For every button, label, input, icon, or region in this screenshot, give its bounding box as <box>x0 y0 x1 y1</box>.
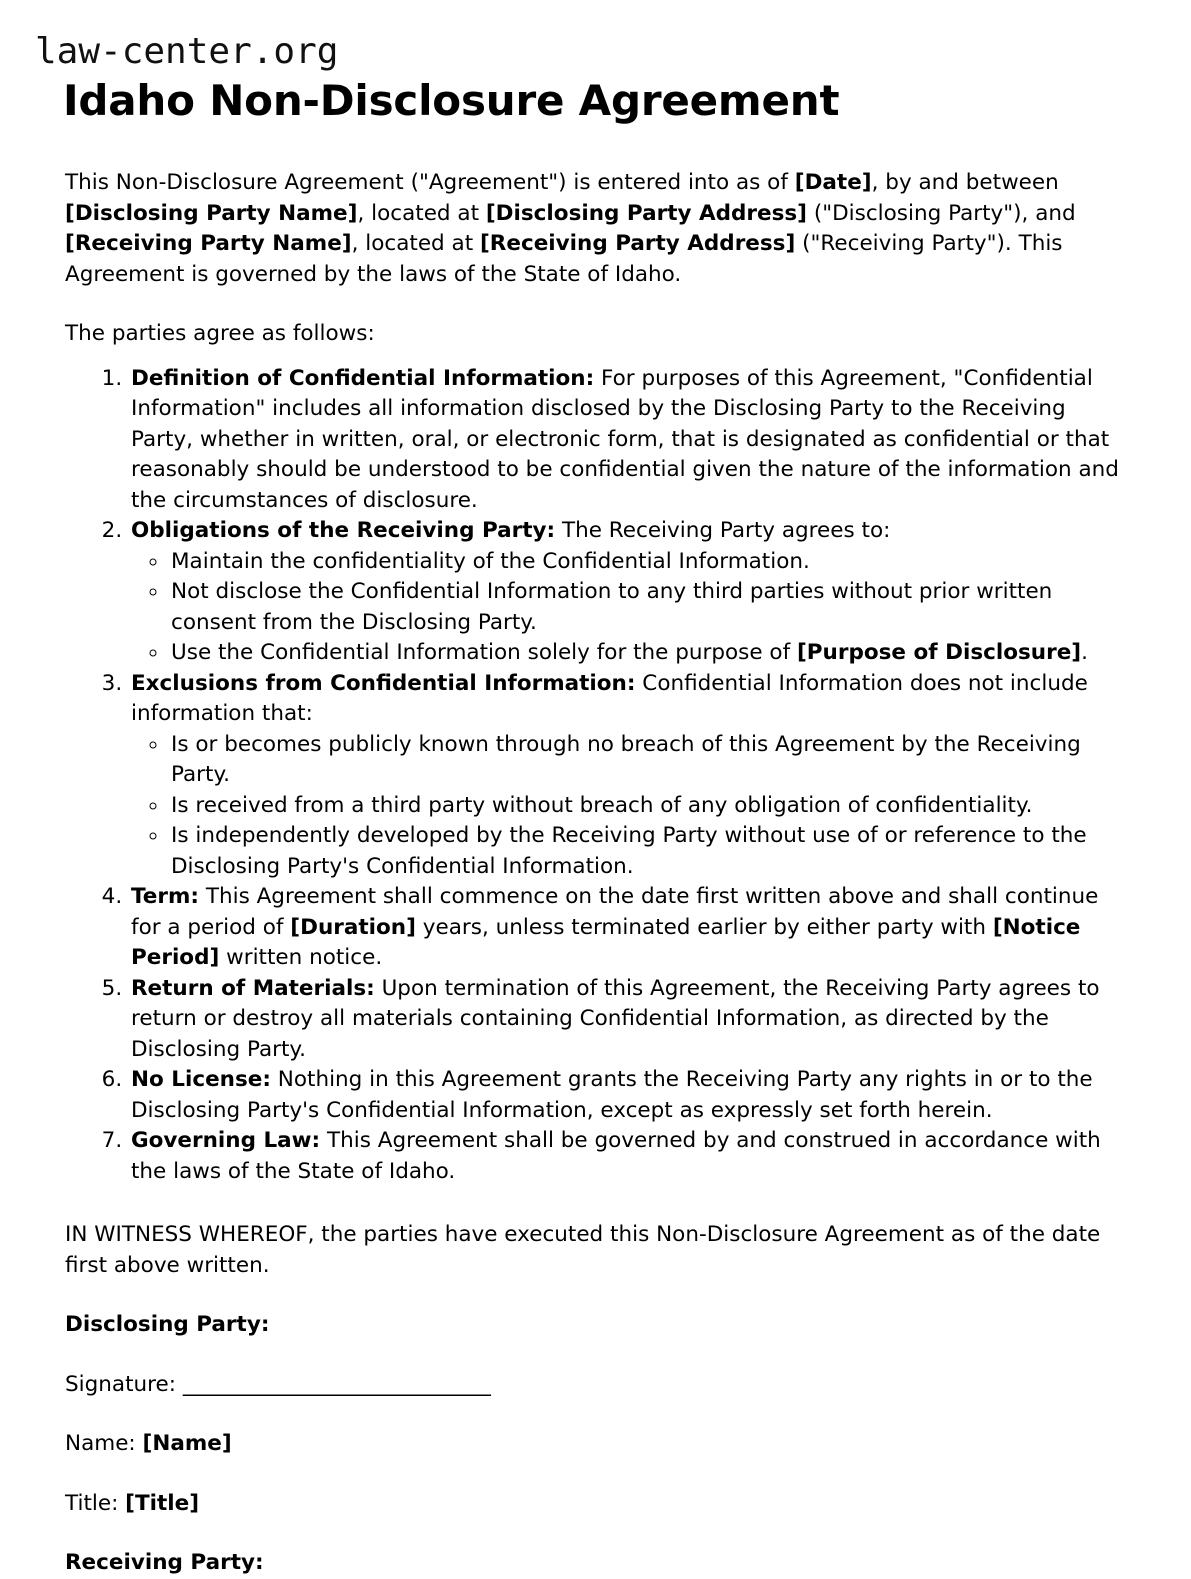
receiving-party-heading <box>65 1548 1130 1579</box>
disclosing-signature-row <box>65 1370 1130 1401</box>
sub-text-2: . <box>1081 640 1088 665</box>
clause-text: Nothing in this Agreement grants the Receiving Party any rights in or to the Disclosing Party's Confidential Information, except as expressly set forth herein. <box>131 1067 1093 1123</box>
receiving-party-label: Receiving Party: <box>65 1550 264 1575</box>
clause-heading: Governing Law: <box>131 1128 321 1153</box>
intro-text-2: , by and between <box>871 170 1059 195</box>
clause-text-2: years, unless terminated earlier by either party with <box>415 914 993 940</box>
intro-paragraph <box>65 168 1130 290</box>
title-label: Title: <box>65 1490 126 1516</box>
exclusions-sub-list <box>131 730 1130 883</box>
clause-text: The Receiving Party agrees to: <box>555 518 891 543</box>
parties-agree-line: The parties agree as follows: <box>65 321 375 346</box>
clause-text-1: This Agreement shall commence on the date first written above and shall continue for a period of <box>131 884 1099 940</box>
disclosing-party-name-placeholder: [Disclosing Party Name] <box>65 200 358 226</box>
clause-item-definition <box>129 364 1130 517</box>
receiving-party-address-placeholder: [Receiving Party Address] <box>479 231 796 256</box>
intro-text-1: This Non-Disclosure Agreement ("Agreement") is entered into as of <box>65 170 795 195</box>
list-item: ◦ Is independently developed by the Receiving Party without use of or reference to the Disclosing Party's Confidential Information. <box>169 821 1130 882</box>
page-title: Idaho Non-Disclosure Agreement <box>63 76 840 125</box>
list-item: ◦ Not disclose the Confidential Information to any third parties without prior written consent from the Disclosing Party. <box>169 577 1130 638</box>
notice-period-placeholder: [Notice Period] <box>131 914 1081 970</box>
name-placeholder: [Name] <box>142 1431 232 1456</box>
clause-heading: Definition of Confidential Information: <box>131 365 595 391</box>
document-body <box>65 128 1130 1579</box>
signature-label: Signature: <box>65 1371 183 1397</box>
list-item: ◦ Is received from a third party without breach of any obligation of confidentiality. <box>169 791 1130 822</box>
spacer <box>65 1187 1130 1220</box>
list-item: ◦ Maintain the confidentiality of the Confidential Information. <box>169 547 1130 578</box>
name-label: Name: <box>65 1431 143 1456</box>
clause-heading: No License: <box>131 1067 271 1092</box>
clause-list <box>65 364 1130 1188</box>
spacer <box>65 1400 1130 1429</box>
clause-item-no-license <box>129 1065 1130 1126</box>
clause-item-exclusions <box>129 669 1130 883</box>
intro-text-3: , located at <box>357 200 486 226</box>
intro-text-4: ("Disclosing Party"), and <box>807 200 1076 226</box>
clause-text: For purposes of this Agreement, "Confidential Information" includes all information disclosed by the Disclosing Party to the Receiving Party, whether in written, oral, or electronic form, that is designated as confidential or that reasonably should be understood to be confidential given the nature of the information and the circumstances of disclosure. <box>131 365 1119 513</box>
clause-item-return-of-materials <box>129 974 1130 1066</box>
date-placeholder: [Date] <box>794 170 872 195</box>
spacer <box>65 128 1130 168</box>
spacer <box>65 1281 1130 1310</box>
spacer <box>65 1519 1130 1548</box>
title-placeholder: [Title] <box>125 1490 200 1516</box>
obligations-sub-list <box>131 547 1130 669</box>
disclosing-party-label: Disclosing Party: <box>65 1312 270 1337</box>
witness-paragraph: IN WITNESS WHEREOF, the parties have executed this Non-Disclosure Agreement as of the date first above written. <box>65 1222 1101 1278</box>
list-item <box>169 638 1130 669</box>
signature-line[interactable]: ______________________________ <box>182 1371 491 1397</box>
sub-text-1: Use the Confidential Information solely for the purpose of <box>171 640 797 665</box>
disclosing-party-address-placeholder: [Disclosing Party Address] <box>485 200 808 226</box>
clause-item-obligations <box>129 516 1130 669</box>
intro-text-6: ("Receiving Party"). This Agreement is governed by the laws of the State of Idaho. <box>65 231 1063 287</box>
clause-text: Upon termination of this Agreement, the Receiving Party agrees to return or destroy all materials containing Confidential Information, as directed by the Disclosing Party. <box>131 975 1100 1062</box>
clause-heading: Term: <box>131 884 199 909</box>
clause-text: Confidential Information does not include information that: <box>131 670 1088 726</box>
purpose-of-disclosure-placeholder: [Purpose of Disclosure] <box>796 640 1082 665</box>
clause-text: This Agreement shall be governed by and construed in accordance with the laws of the State of Idaho. <box>131 1128 1101 1184</box>
site-name: law-center.org <box>35 31 339 72</box>
spacer <box>65 1341 1130 1370</box>
disclosing-title-row <box>65 1489 1130 1520</box>
list-item: ◦ Is or becomes publicly known through no breach of this Agreement by the Receiving Party. <box>169 730 1130 791</box>
clause-heading: Return of Materials: <box>131 975 375 1001</box>
duration-placeholder: [Duration] <box>290 914 416 940</box>
disclosing-party-heading <box>65 1310 1130 1341</box>
clause-heading: Obligations of the Receiving Party: <box>131 518 556 543</box>
clause-heading: Exclusions from Confidential Information: <box>131 670 636 696</box>
spacer <box>65 290 1130 319</box>
clause-text-3: written notice. <box>219 945 383 970</box>
intro-text-5: , located at <box>351 231 480 256</box>
spacer <box>65 1460 1130 1489</box>
disclosing-name-row <box>65 1429 1130 1460</box>
clause-item-term <box>129 882 1130 974</box>
receiving-party-name-placeholder: [Receiving Party Name] <box>65 231 352 256</box>
clause-item-governing-law <box>129 1126 1130 1187</box>
